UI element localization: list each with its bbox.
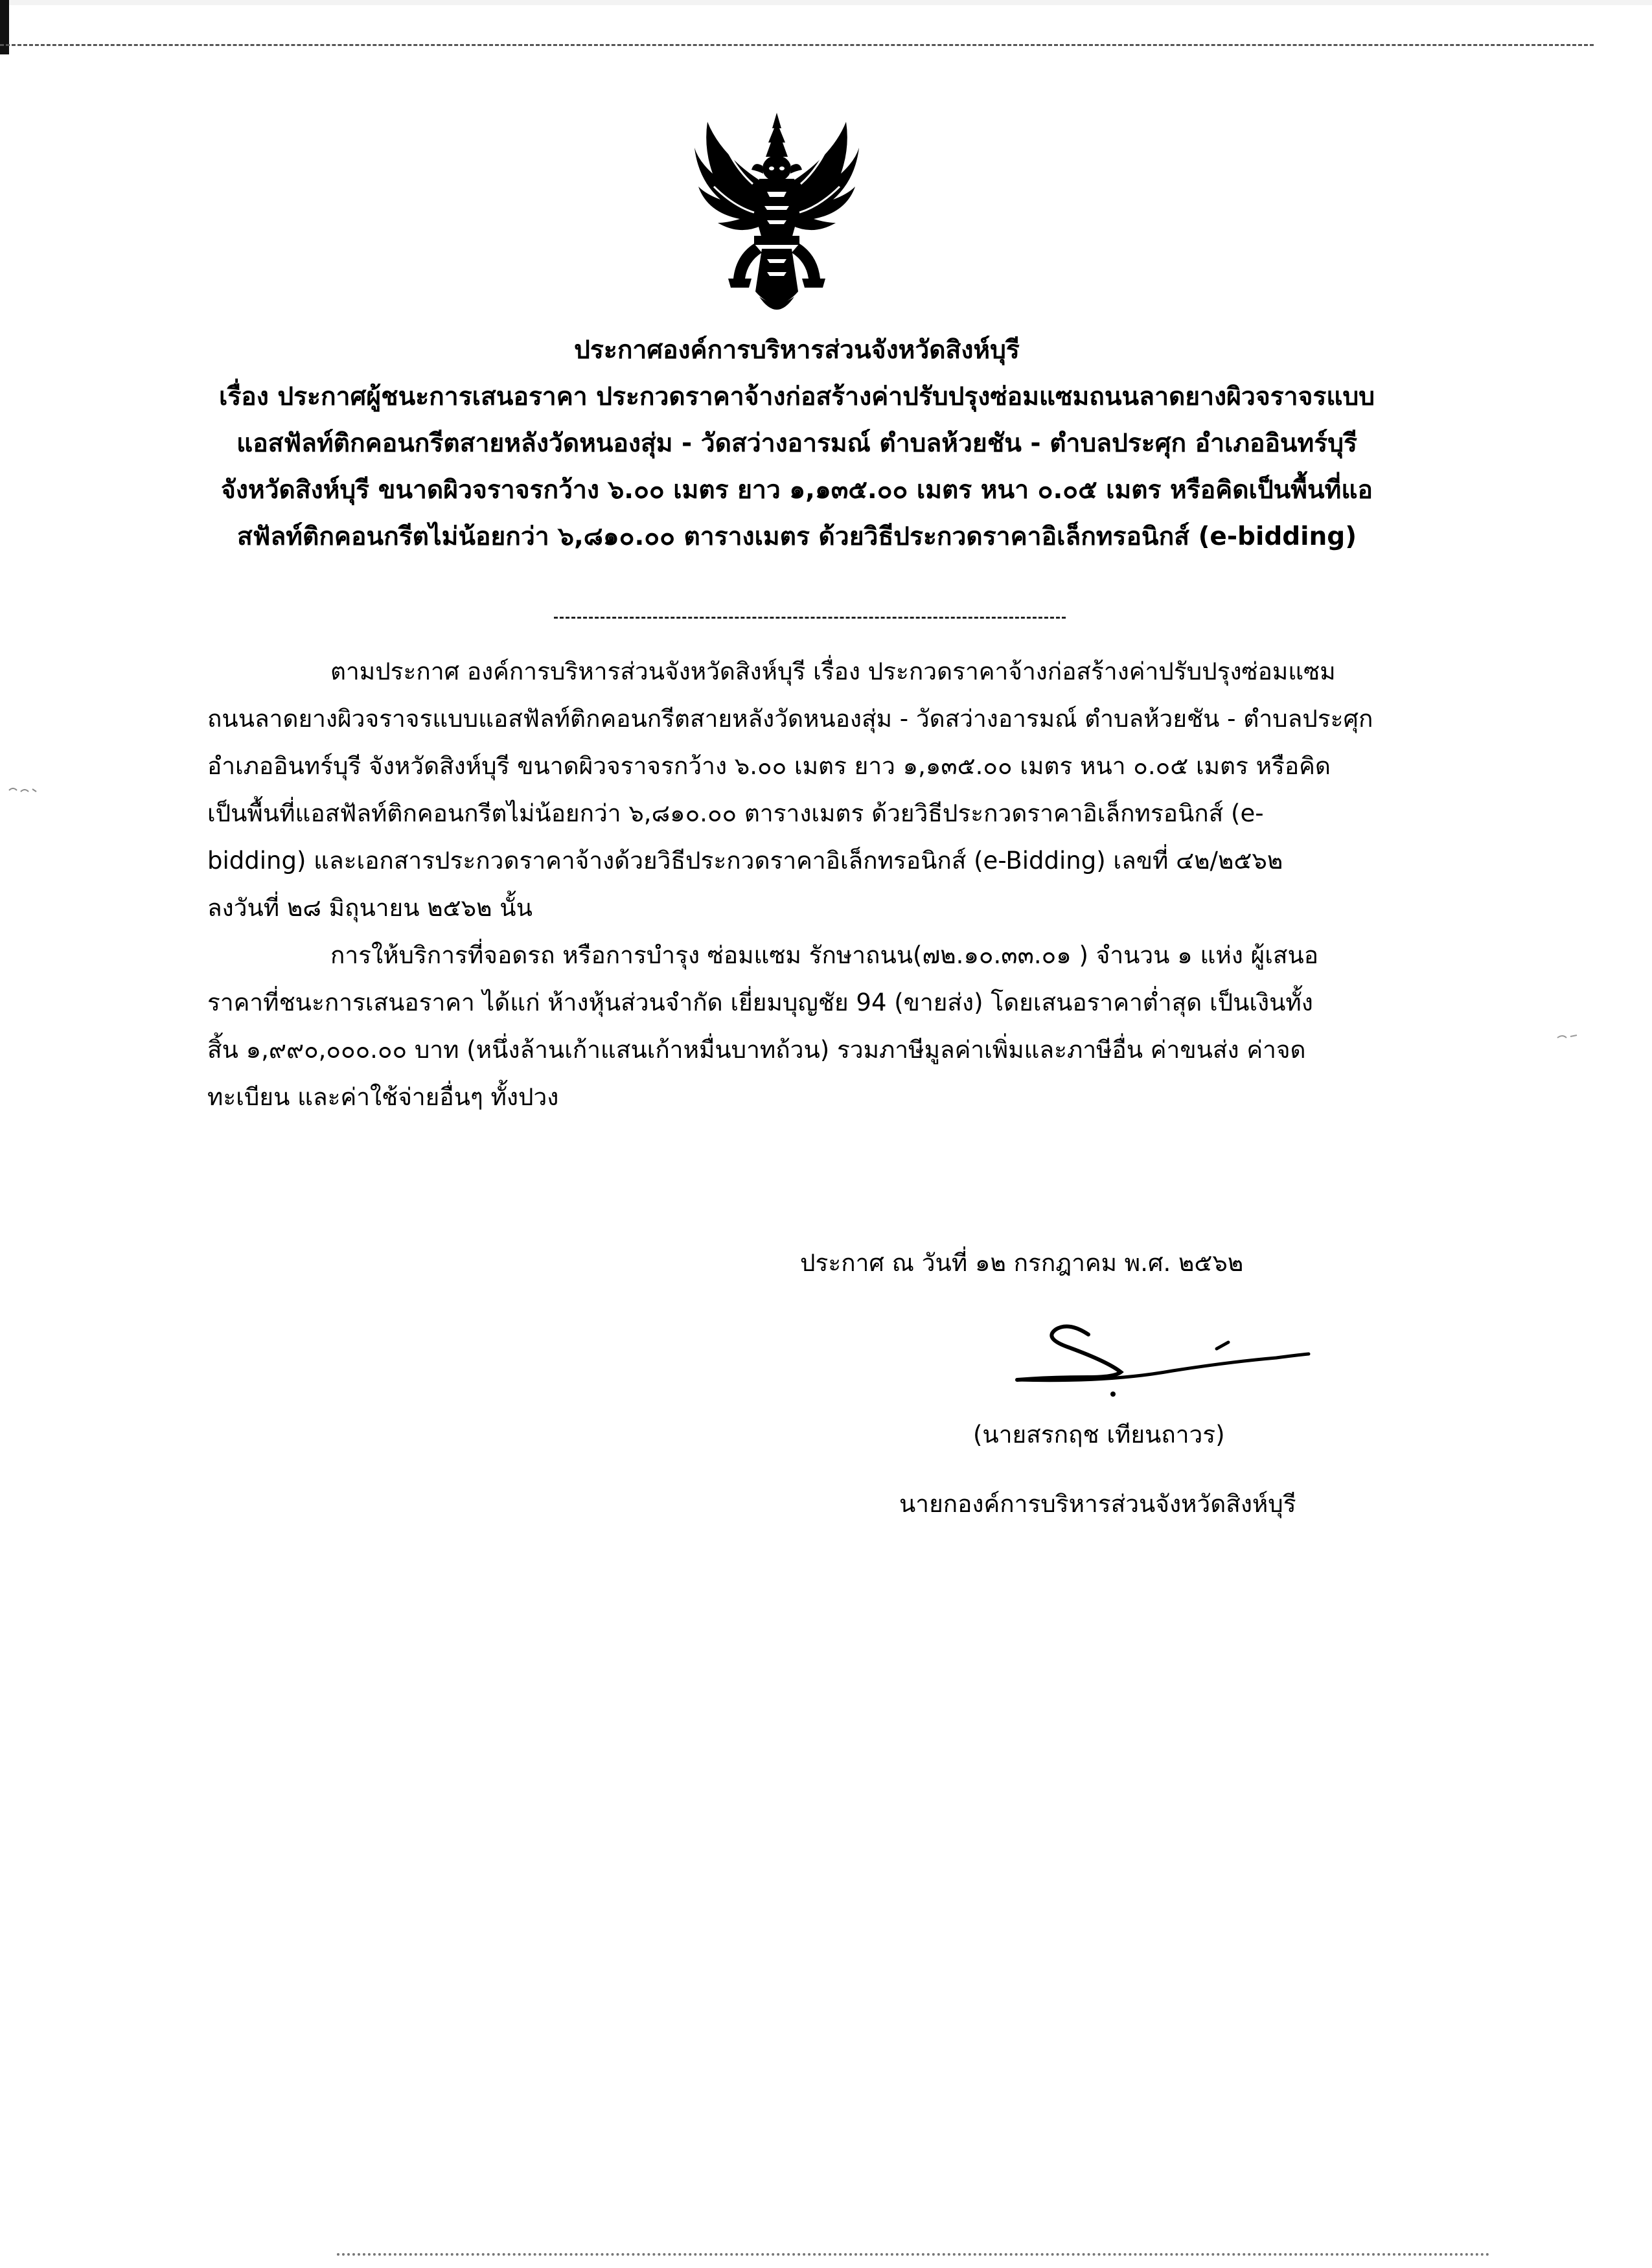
paragraph-1-line-3: อำเภออินทร์บุรี จังหวัดสิงห์บุรี ขนาดผิวจราจรกว้าง ๖.๐๐ เมตร ยาว ๑,๑๓๕.๐๐ เมตร หนา ๐.๐๕ เมตร หรือคิด: [207, 752, 1331, 780]
paragraph-1-line-5: bidding) และเอกสารประกวดราคาจ้างด้วยวิธีประกวดราคาอิเล็กทรอนิกส์ (e-Bidding) เลขที่ ๔๒/๒๕๖๒: [207, 847, 1283, 875]
header-divider: [554, 617, 1066, 619]
paragraph-2-line-3: สิ้น ๑,๙๙๐,๐๐๐.๐๐ บาท (หนึ่งล้านเก้าแสนเก้าหมื่นบาทถ้วน) รวมภาษีมูลค่าเพิ่มและภาษีอื่น ค่าขนส่ง ค่าจด: [207, 1036, 1306, 1064]
subject-line-1: เรื่อง ประกาศผู้ชนะการเสนอราคา ประกวดราคาจ้างก่อสร้างค่าปรับปรุงซ่อมแซมถนนลาดยางผิวจราจรแบบ: [219, 382, 1375, 411]
announce-date: ประกาศ ณ วันที่ ๑๒ กรกฎาคม พ.ศ. ๒๕๖๒: [800, 1249, 1244, 1277]
garuda-emblem-icon: [694, 109, 859, 323]
handwritten-signature: [1011, 1315, 1315, 1399]
announcement-body: [207, 648, 1386, 1121]
page-bottom-bleed: [337, 2253, 1490, 2256]
signer-position: นายกองค์การบริหารส่วนจังหวัดสิงห์บุรี: [899, 1490, 1296, 1518]
scan-top-edge: [0, 0, 1652, 5]
scan-top-line: [0, 44, 1594, 46]
scan-speck: [1555, 1030, 1581, 1043]
subject-line-4: สฟัลท์ติกคอนกรีตไม่น้อยกว่า ๖,๘๑๐.๐๐ ตารางเมตร ด้วยวิธีประกวดราคาอิเล็กทรอนิกส์ (e-bidding): [236, 522, 1357, 551]
paragraph-1-line-1: ตามประกาศ องค์การบริหารส่วนจังหวัดสิงห์บุรี เรื่อง ประกวดราคาจ้างก่อสร้างค่าปรับปรุงซ่อมแซม: [330, 658, 1336, 685]
paragraph-1-line-4: เป็นพื้นที่แอสฟัลท์ติกคอนกรีตไม่น้อยกว่า ๖,๘๑๐.๐๐ ตารางเมตร ด้วยวิธีประกวดราคาอิเล็กทรอนิกส์ (e-: [207, 799, 1264, 827]
signer-name: (นายสรกฤช เทียนถาวร): [973, 1421, 1225, 1449]
paragraph-1-line-2: ถนนลาดยางผิวจราจรแบบแอสฟัลท์ติกคอนกรีตสายหลังวัดหนองสุ่ม - วัดสว่างอารมณ์ ตำบลห้วยชัน - ตำบลประศุก: [207, 705, 1373, 733]
scan-speck: [6, 784, 39, 797]
paragraph-2-line-2: ราคาที่ชนะการเสนอราคา ได้แก่ ห้างหุ้นส่วนจำกัด เยี่ยมบุญชัย 94 (ขายส่ง) โดยเสนอราคาต่ำสุด เป็นเงินทั้ง: [207, 989, 1313, 1016]
announcement-header: [194, 327, 1399, 560]
scan-corner-mark: [0, 0, 9, 54]
paragraph-2-line-1: การให้บริการที่จอดรถ หรือการบำรุง ซ่อมแซม รักษาถนน(๗๒.๑๐.๓๓.๐๑ ) จำนวน ๑ แห่ง ผู้เสนอ: [330, 941, 1318, 969]
issuer-title: ประกาศองค์การบริหารส่วนจังหวัดสิงห์บุรี: [574, 336, 1020, 365]
subject-line-3: จังหวัดสิงห์บุรี ขนาดผิวจราจรกว้าง ๖.๐๐ เมตร ยาว ๑,๑๓๕.๐๐ เมตร หนา ๐.๐๕ เมตร หรือคิดเป็นพื้นที่แอ: [221, 475, 1373, 505]
subject-line-2: แอสฟัลท์ติกคอนกรีตสายหลังวัดหนองสุ่ม - วัดสว่างอารมณ์ ตำบลห้วยชัน - ตำบลประศุก อำเภออินทร์บุรี: [236, 429, 1357, 458]
paragraph-2-line-4: ทะเบียน และค่าใช้จ่ายอื่นๆ ทั้งปวง: [207, 1083, 559, 1111]
paragraph-1-line-6: ลงวันที่ ๒๘ มิถุนายน ๒๕๖๒ นั้น: [207, 894, 533, 922]
